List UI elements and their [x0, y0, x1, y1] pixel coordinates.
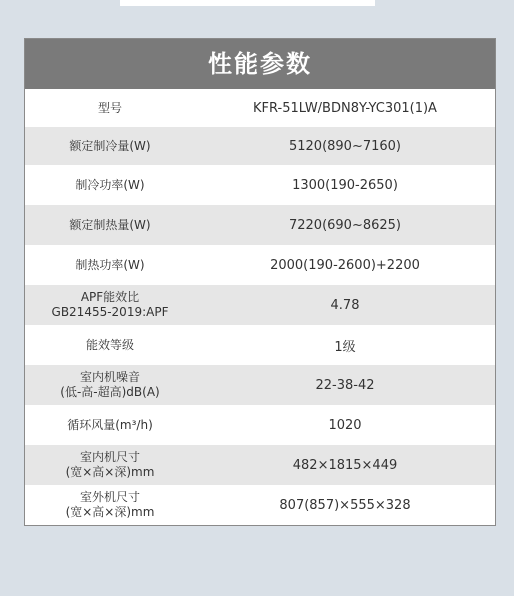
row-value: 1级 — [334, 339, 356, 355]
row-label: 室内机噪音 (低-高-超高)dB(A) — [60, 370, 160, 399]
row-value: 5120(890~7160) — [288, 138, 402, 154]
row-label: 室内机尺寸 (宽×高×深)mm — [65, 450, 155, 479]
row-label: 循环风量(m³/h) — [67, 417, 153, 432]
table-row-indoor-noise — [25, 365, 495, 405]
row-label: APF能效比 GB21455-2019:APF — [51, 290, 169, 319]
row-value: KFR-51LW/BDN8Y-YC301(1)A — [253, 100, 437, 116]
table-row-airflow — [25, 405, 495, 445]
row-value: 22-38-42 — [315, 377, 375, 393]
row-label: 制冷功率(W) — [75, 177, 145, 192]
row-label: 型号 — [97, 100, 122, 115]
table-row-cooling-capacity — [25, 127, 495, 165]
table-row-energy-grade — [25, 325, 495, 365]
row-value: 1300(190-2650) — [292, 177, 398, 193]
spec-table — [24, 38, 496, 526]
row-value: 807(857)×555×328 — [279, 497, 411, 513]
row-label: 制热功率(W) — [75, 257, 145, 272]
table-row-indoor-size — [25, 445, 495, 485]
row-label: 室外机尺寸 (宽×高×深)mm — [65, 490, 155, 519]
table-row-heating-power — [25, 245, 495, 285]
table-row-apf — [25, 285, 495, 325]
table-row-cooling-power — [25, 165, 495, 205]
table-row-heating-capacity — [25, 205, 495, 245]
row-value: 4.78 — [330, 297, 360, 313]
row-value: 2000(190-2600)+2200 — [270, 257, 420, 273]
row-value: 482×1815×449 — [292, 457, 398, 473]
row-value: 7220(690~8625) — [288, 217, 402, 233]
row-label: 额定制冷量(W) — [69, 138, 151, 153]
row-label: 能效等级 — [85, 337, 134, 352]
top-tab — [120, 0, 375, 6]
row-value: 1020 — [328, 417, 362, 433]
table-row-model — [25, 89, 495, 127]
table-row-outdoor-size — [25, 485, 495, 525]
row-label: 额定制热量(W) — [69, 217, 151, 232]
table-title: 性能参数 — [25, 39, 495, 89]
